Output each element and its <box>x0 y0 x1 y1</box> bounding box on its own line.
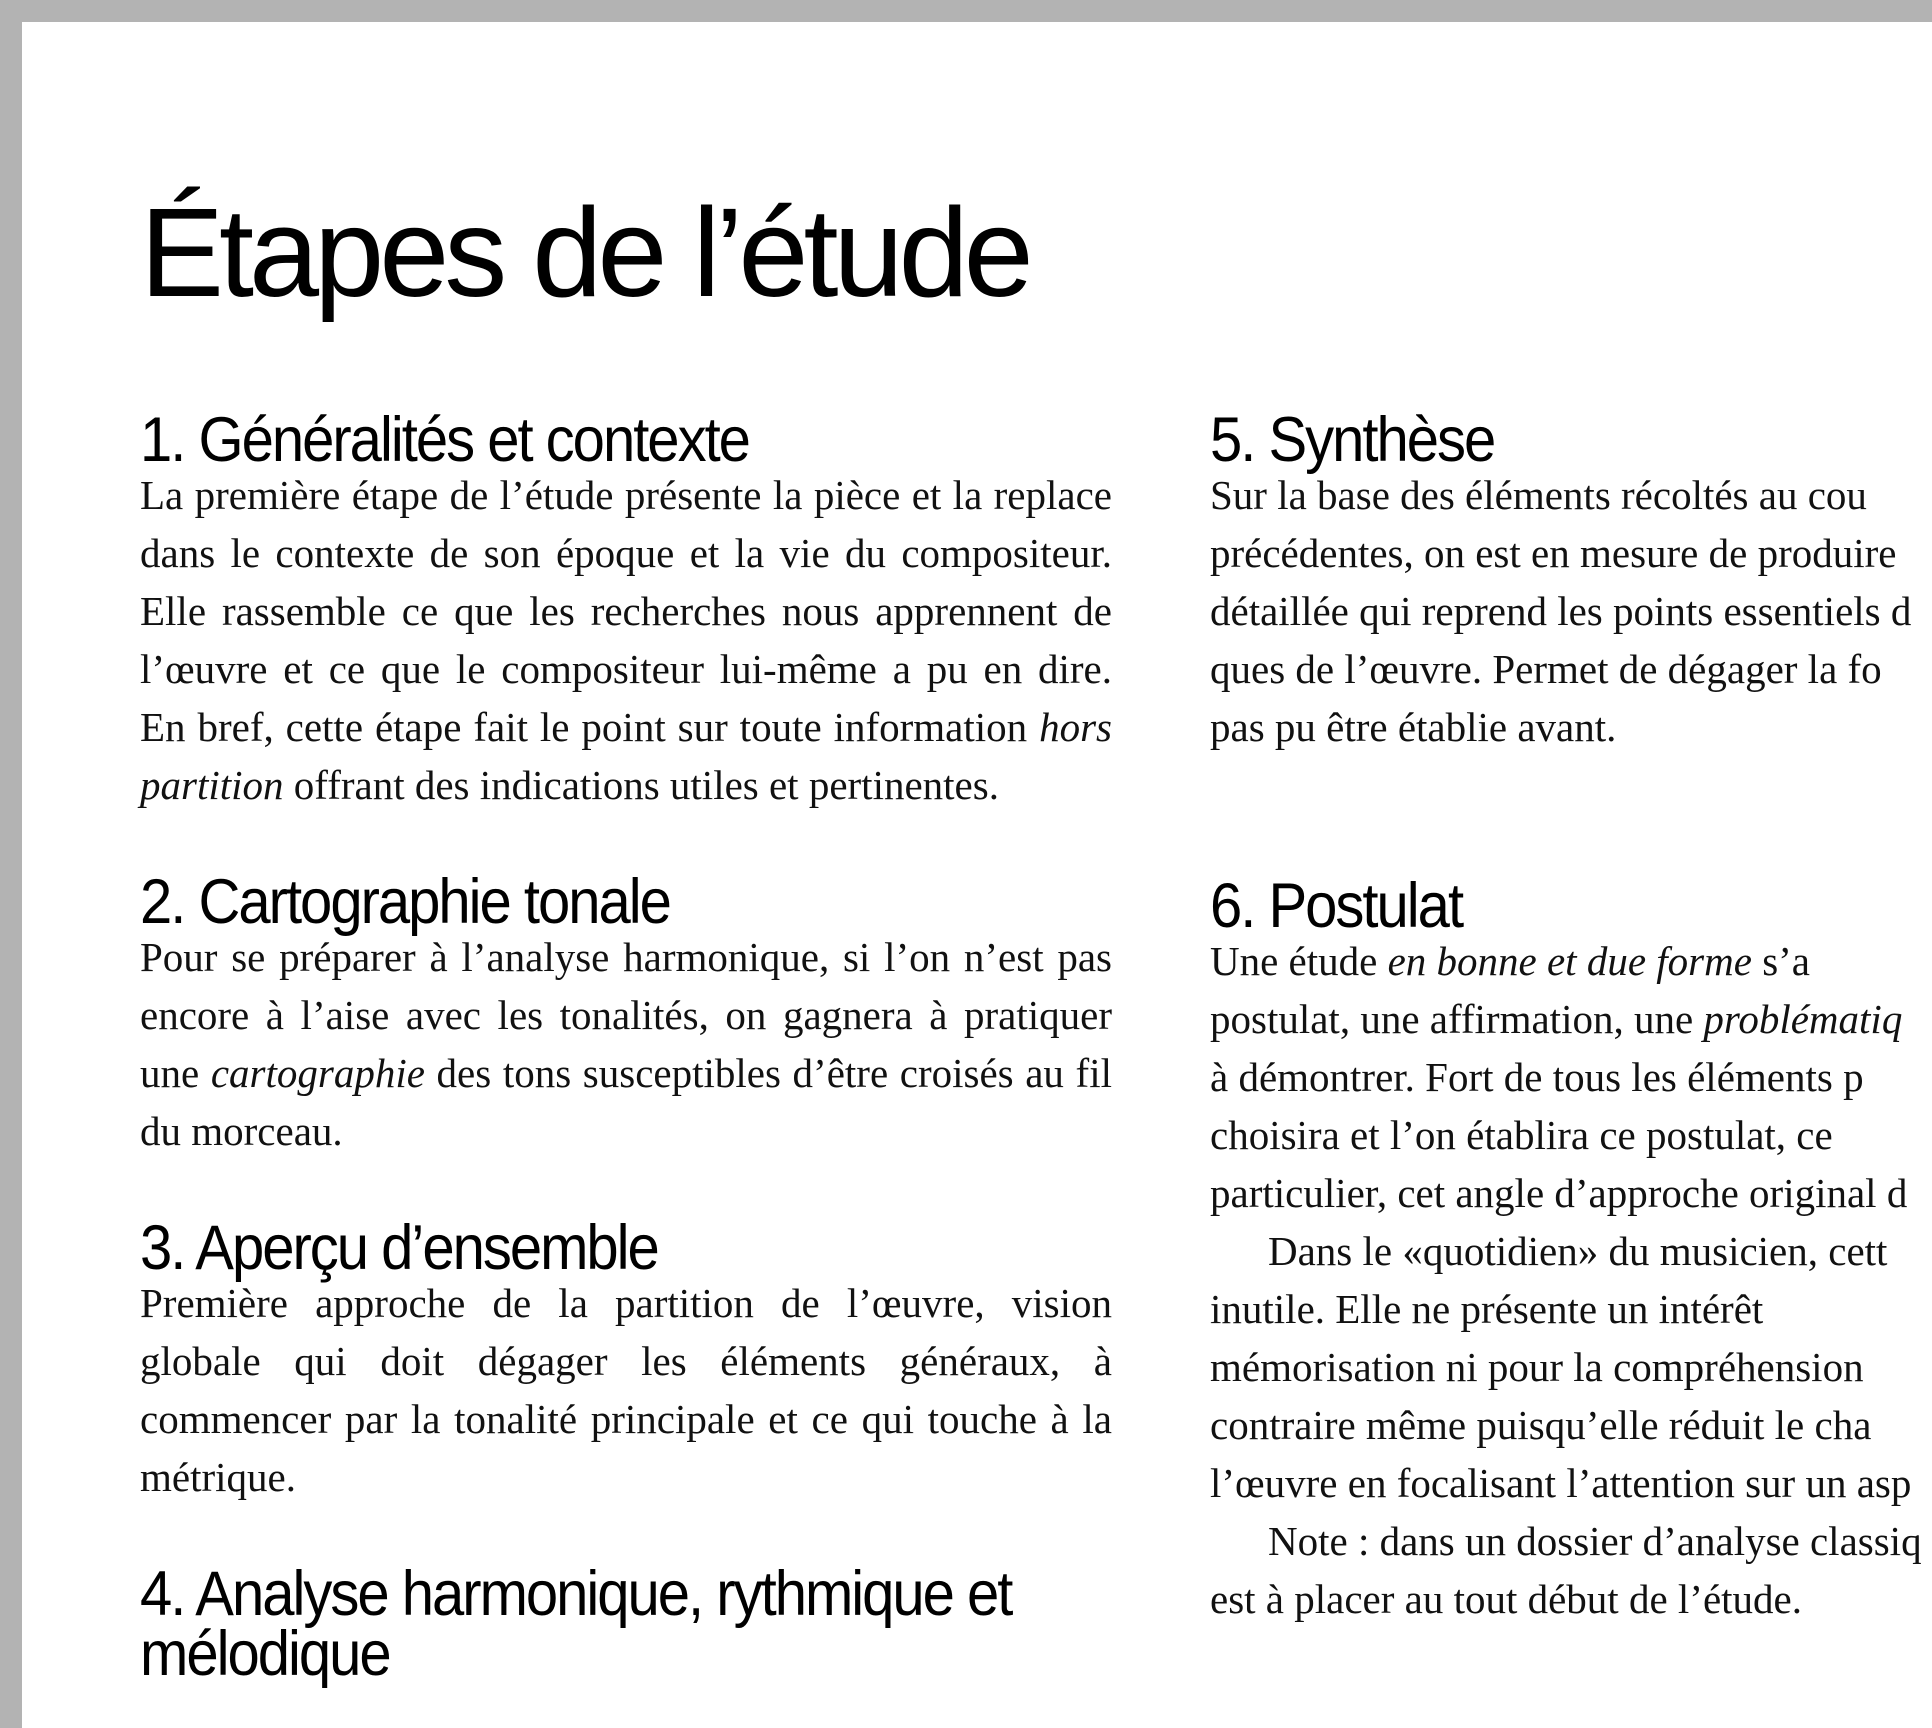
right-column <box>1210 404 1932 1628</box>
section-heading: 4. Analyse harmonique, rythmique et mélodique <box>140 1558 1012 1690</box>
section-generalites <box>140 404 1112 814</box>
text-line <box>1210 1222 1932 1280</box>
text-run: Dans le «quotidien» du musicien, cett <box>1268 1228 1888 1274</box>
text-run: La première étape de l’étude présente la pièce et la replace dans le contexte de son époque et la vie du compositeur. Elle rassemble ce que les recherches nous apprennent de l’œuvre et ce que le compositeur lui-même a pu en dire. En bref, cette étape fait le point sur toute information <box>140 472 1112 750</box>
text-run: Première approche de la partition de l’œuvre, vision globale qui doit dégager les éléments généraux, à commencer par la tonalité principale et ce qui touche à la métrique. <box>140 1280 1112 1500</box>
text-line <box>1210 1280 1932 1338</box>
text-run: Sur la base des éléments récoltés au cou <box>1210 472 1867 518</box>
text-line <box>1210 1048 1932 1106</box>
text-line <box>1210 1570 1932 1628</box>
text-run: Une étude <box>1210 938 1388 984</box>
text-line <box>1210 1512 1932 1570</box>
text-run: contraire même puisqu’elle réduit le cha <box>1210 1402 1872 1448</box>
text-line <box>1210 1396 1932 1454</box>
section-heading: 2. Cartographie tonale <box>140 866 670 937</box>
text-run: ques de l’œuvre. Permet de dégager la fo <box>1210 646 1882 692</box>
text-run: mémorisation ni pour la compréhension <box>1210 1344 1864 1390</box>
text-line <box>1210 1338 1932 1396</box>
text-run: offrant des indications utiles et pertinentes. <box>283 762 999 808</box>
section-paragraph <box>140 466 1112 814</box>
page-title: Étapes de l’étude <box>140 182 1029 323</box>
section-analyse <box>140 1558 1112 1690</box>
left-column <box>140 404 1112 1690</box>
italic-run: hors partition <box>140 704 1112 808</box>
text-run: particulier, cet angle d’approche original d <box>1210 1170 1908 1216</box>
section-heading: 1. Généralités et contexte <box>140 404 749 475</box>
section-heading: 5. Synthèse <box>1210 404 1495 475</box>
text-run: inutile. Elle ne présente un intérêt <box>1210 1286 1764 1332</box>
text-line <box>1210 1454 1932 1512</box>
section-heading: 6. Postulat <box>1210 870 1463 941</box>
text-run: s’a <box>1751 938 1810 984</box>
text-line <box>1210 640 1932 698</box>
text-run: postulat, une affirmation, une <box>1210 996 1704 1042</box>
text-run: Note : dans un dossier d’analyse classiq <box>1268 1518 1922 1564</box>
italic-run: en bonne et due forme <box>1387 938 1752 984</box>
text-run: précédentes, on est en mesure de produire <box>1210 530 1897 576</box>
section-heading: 3. Aperçu d’ensemble <box>140 1212 658 1283</box>
text-line <box>1210 582 1932 640</box>
text-run: des tons susceptibles d’être croisés au fil du morceau. <box>140 1050 1112 1154</box>
section-apercu <box>140 1212 1112 1506</box>
text-run: l’œuvre en focalisant l’attention sur un asp <box>1210 1460 1912 1506</box>
section-paragraph <box>140 1274 1112 1506</box>
text-line <box>1210 698 1932 756</box>
text-run: à démontrer. Fort de tous les éléments p <box>1210 1054 1864 1100</box>
italic-run: cartographie <box>210 1050 425 1096</box>
text-run: pas pu être établie avant. <box>1210 704 1617 750</box>
document-page <box>22 22 1932 1728</box>
text-line <box>1210 524 1932 582</box>
text-run: Pour se préparer à l’analyse harmonique, si l’on n’est pas encore à l’aise avec les tonalités, on gagnera à pratiquer une <box>140 934 1112 1096</box>
text-line <box>1210 990 1932 1048</box>
section-postulat <box>1210 870 1932 1628</box>
text-line <box>1210 1106 1932 1164</box>
text-run: détaillée qui reprend les points essentiels d <box>1210 588 1912 634</box>
italic-run: problématiq <box>1703 996 1903 1042</box>
section-paragraph <box>140 928 1112 1160</box>
text-line <box>1210 1164 1932 1222</box>
section-synthese <box>1210 404 1932 756</box>
text-run: est à placer au tout début de l’étude. <box>1210 1576 1802 1622</box>
text-run: choisira et l’on établira ce postulat, ce <box>1210 1112 1833 1158</box>
section-cartographie <box>140 866 1112 1160</box>
